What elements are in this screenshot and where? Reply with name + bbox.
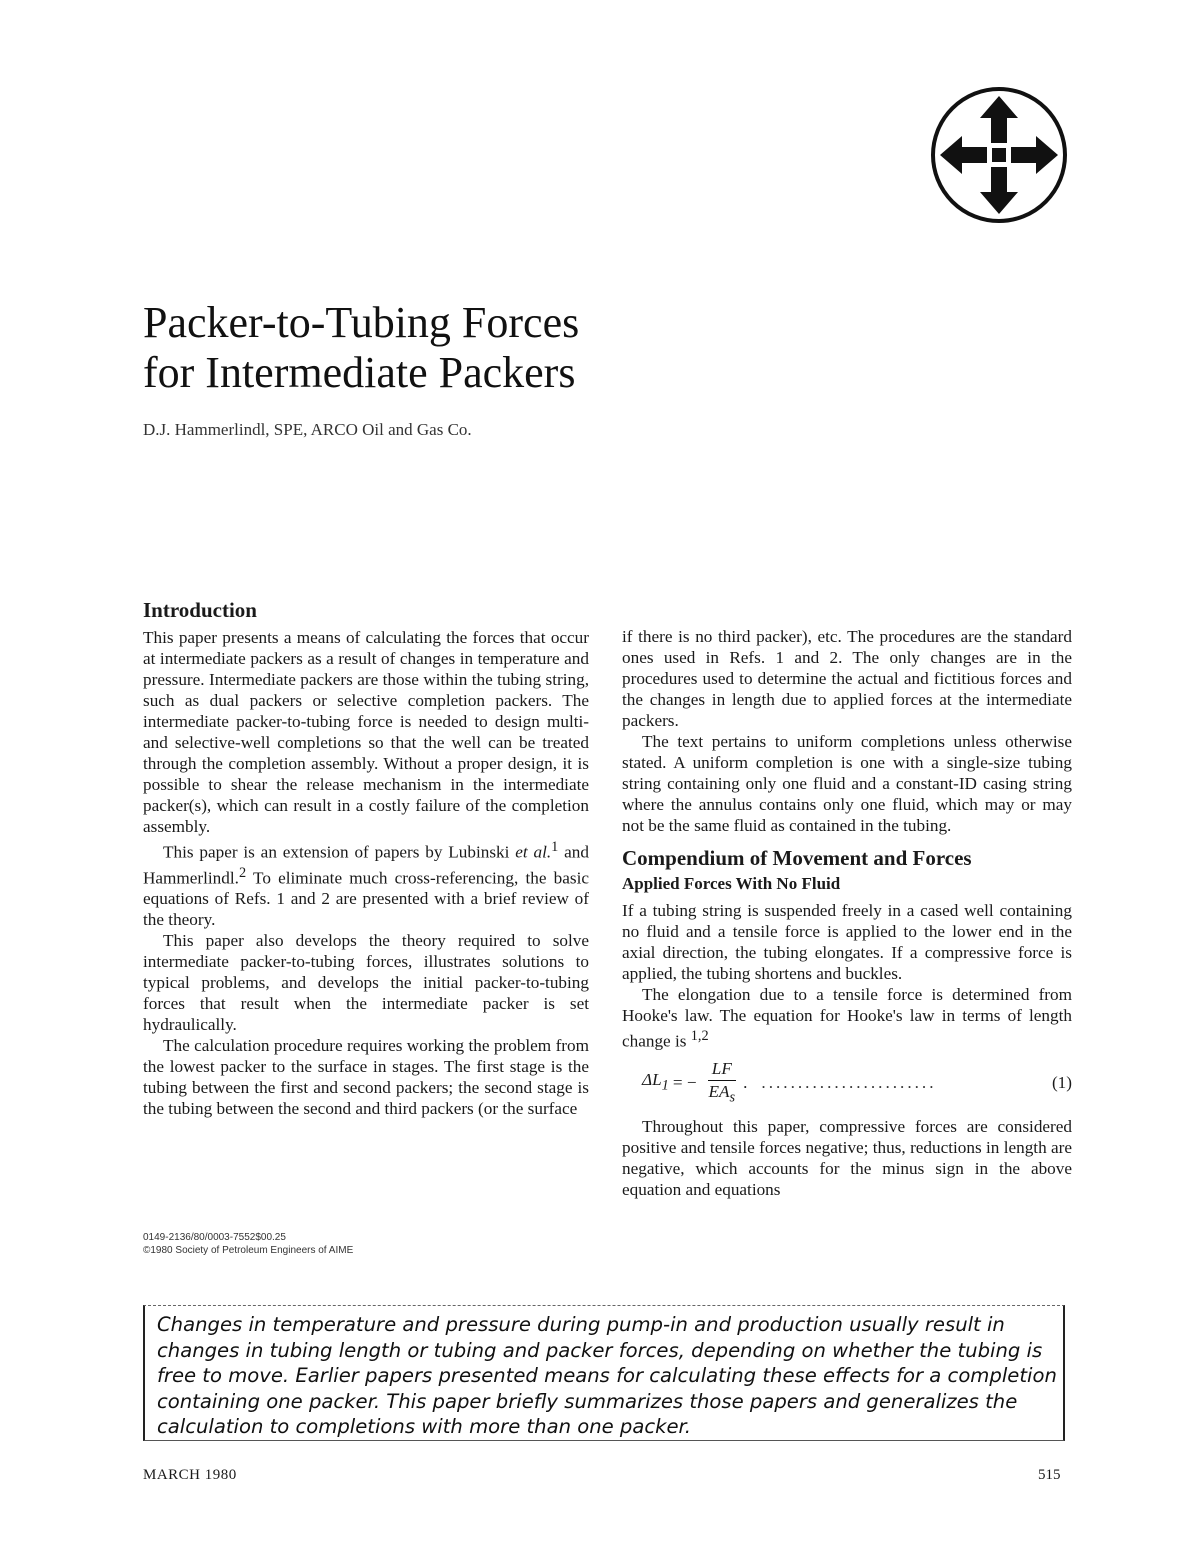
right-column (622, 626, 1072, 1200)
footnote-code: 0149-2136/80/0003-7552$00.25 (143, 1232, 286, 1243)
introduction-heading: Introduction (143, 598, 257, 622)
footer-date: MARCH 1980 (143, 1467, 237, 1483)
right-paragraph-4: The elongation due to a tensile force is determined from Hooke's law. The equation for Hooke's law in terms of length change is $^{1,2}$ (622, 985, 1072, 1051)
intro-paragraph-4: The calculation procedure requires working the problem from the lowest packer to the surface in stages. The first stage is the tubing between the first and second packers; the second stage is the tubing between the second and third packers (or the surface (143, 1036, 589, 1119)
title-line-1: Packer-to-Tubing Forces (143, 298, 580, 347)
footnote-copyright: ©1980 Society of Petroleum Engineers of AIME (143, 1245, 354, 1256)
abstract-text: Changes in temperature and pressure during pump-in and production usually result in changes in tubing length or tubing and packer forces, depending on whether the tubing is free to move. Earlier papers presented means for calculating these effects for a completion containing one packer. This paper briefly summarizes those papers and generalizes the calculation to completions with more than one packer. (157, 1313, 1057, 1438)
intro-paragraph-2: This paper is an extension of papers by Lubinski et al.$^1$ and Hammerlindl.$^2$ To eliminate much cross-referencing, the basic equations of Refs. 1 and 2 are presented with a brief review of the theory. (143, 839, 589, 930)
citation-refs: 1,2 (690, 1028, 709, 1044)
equation-lhs: $\Delta L_1$ (642, 1070, 669, 1094)
four-arrows-emblem-icon (928, 84, 1070, 226)
equation-numerator: LF (708, 1058, 736, 1081)
citation-2: 2 (238, 864, 247, 881)
intro-paragraph-3: This paper also develops the theory required to solve intermediate packer-to-tubing forces, illustrates solutions to typical problems, and develops the initial packer-to-tubing forces that result when the intermediate packer is set hydraulically. (143, 931, 589, 1035)
equation-number: (1) (1051, 1073, 1072, 1093)
applied-forces-subheading: Applied Forces With No Fluid (622, 874, 841, 893)
equation-leader-dots: ........................ (761, 1073, 937, 1093)
copyright-footnote (143, 1231, 353, 1257)
right-paragraph-5: Throughout this paper, compressive forces are considered positive and tensile forces negative; thus, reductions in length are negative, which accounts for the minus sign in the above equation and equations (622, 1116, 1072, 1199)
equation-fraction (705, 1058, 740, 1108)
left-column (143, 597, 589, 1119)
abstract-box (143, 1305, 1065, 1441)
footer-page-number: 515 (1038, 1467, 1061, 1483)
author-line: D.J. Hammerlindl, SPE, ARCO Oil and Gas Co. (143, 420, 472, 439)
right-paragraph-1: if there is no third packer), etc. The procedures are the standard ones used in Refs. 1 and 2. The only changes are in the procedures used to determine the actual and fictitious forces and the changes in length due to applied forces at the intermediate packers. (622, 627, 1072, 730)
equation-denominator: $EA_s$ (708, 1081, 736, 1105)
right-paragraph-3: If a tubing string is suspended freely in a cased well containing no fluid and a tensile force is applied to the lower end in the axial direction, the tubing elongates. If a compressive force is applied, the tubing shortens and buckles. (622, 901, 1072, 983)
equation-trail: . (743, 1073, 748, 1093)
equation-1 (622, 1054, 1072, 1112)
paper-title (143, 298, 579, 398)
title-line-2: for Intermediate Packers (143, 348, 576, 397)
compendium-heading: Compendium of Movement and Forces (622, 846, 972, 870)
intro-paragraph-1: This paper presents a means of calculating the forces that occur at intermediate packers as a result of changes in temperature and pressure. Intermediate packers are those within the tubing string, such as dual packers or selective completion packers. The intermediate packer-to-tubing force is needed to design multi- and selective-well completions so that the well can be treated through the completion assembly. Without a proper design, it is possible to shear the release mechanism in the intermediate packer(s), which can result in a costly failure of the completion assembly. (143, 628, 589, 836)
equation-equals: = − (672, 1073, 697, 1093)
citation-1: 1 (551, 839, 559, 855)
right-paragraph-2: The text pertains to uniform completions unless otherwise stated. A uniform completion is one with a single-size tubing string containing only one fluid and a constant-ID casing string where the annulus contains only one fluid, which may or may not be the same fluid as contained in the tubing. (622, 732, 1072, 835)
